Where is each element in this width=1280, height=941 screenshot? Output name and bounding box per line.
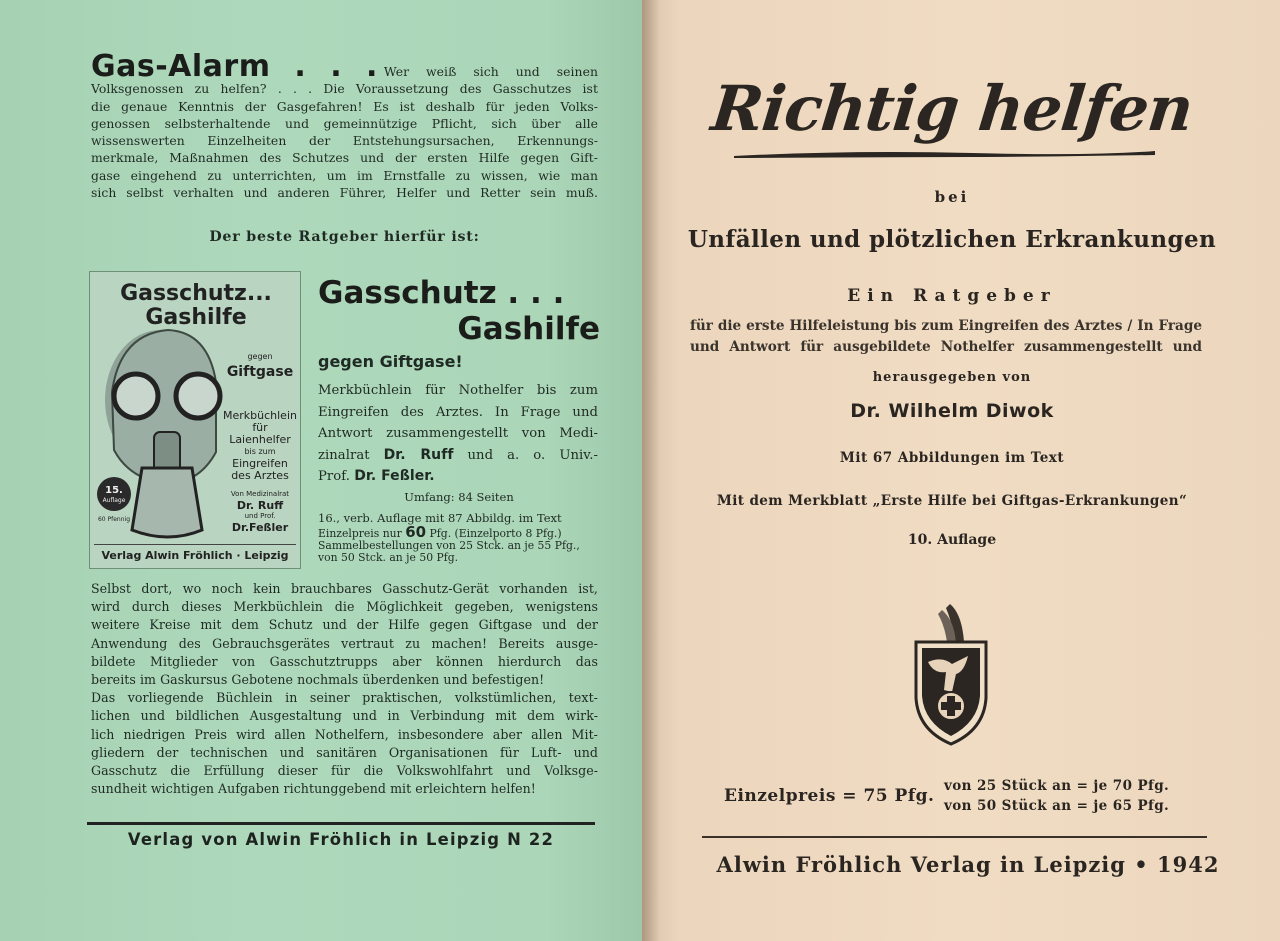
gasschutz-ad-subtitle: gegen Giftgase! [318,352,463,371]
spine-shadow [642,0,660,941]
ad-edition: 16., verb. Auflage mit 87 Abbildg. im Text [318,511,562,525]
ad-price-block [318,523,598,564]
intro-line: gase eingehend zu unterrichten, um im Ernstfalle zu wissen, wie man [91,167,598,183]
cover-und: und Prof. [244,512,276,520]
gas-alarm-heading: Gas-Alarm . . . [91,49,378,84]
intro-line: Volksgenossen zu helfen? . . . Die Voraussetzung des Gasschutzes ist [91,81,598,97]
cover-author-fessler: Dr.Feßler [231,521,289,534]
intro-line: sich selbst verhalten und anderen Führer, Helfer und Retter sein muß. [91,185,598,201]
description-line: für die erste Hilfeleistung bis zum Eingreifen des Arztes / In Frage [690,318,1202,334]
first-aid-shield-emblem-icon [912,602,990,747]
body-line: Selbst dort, wo noch kein brauchbares Gasschutz-Gerät vorhanden ist, [91,581,598,596]
divider [87,822,595,825]
ad-bulk-line: Sammelbestellungen von 25 Stck. an je 55 Pfg., [318,539,580,552]
gasschutz-ad-title [318,275,600,347]
ad-bulk-line: von 50 Stck. an je 50 Pfg. [318,551,459,564]
title-underline-swash [732,148,1157,159]
body-line: weitere Kreise mit dem Schutz und der Hilfe gegen Giftgase und der [91,617,598,633]
body-line: bildete Mitglieder von Gasschutztrupps aber können hierdurch das [91,653,598,669]
best-advisor-line: Der beste Ratgeber hierfür ist: [209,229,480,245]
cover-gegen: gegen [247,352,273,361]
title-description [690,316,1202,358]
subtitle: Unfällen und plötzlichen Erkrankungen [687,226,1217,253]
cover-merk-line: Merkbüchlein [223,409,297,422]
cover-edition-badge-label: Auflage [102,497,126,504]
cover-merk-line: des Arztes [231,469,289,482]
cover-title-line: Gashilfe [145,305,247,330]
body-line: Das vorliegende Büchlein in seiner praktischen, volkstümlichen, text- [91,690,598,706]
gas-alarm-paragraph [91,49,598,201]
main-title: Richtig helfen [708,72,1196,145]
ad-desc-line: zinalrat Dr. Ruff und a. o. Univ.- [318,446,598,463]
ad-desc-line: Prof. Dr. Feßler. [318,468,435,484]
description-line: und Antwort für ausgebildete Nothelfer zusammengestellt und [690,339,1202,355]
editor-prefix: herausgegeben von [872,370,1032,385]
cover-title [98,282,294,330]
body-line: gliedern der technischen und sanitären Organisationen für Luft- und [91,744,598,760]
right-page-title-page [642,0,1280,941]
cover-von: Von Medizinalrat [230,490,290,498]
cover-publisher: Verlag Alwin Fröhlich · Leipzig [94,544,296,562]
body-line: lich niedrigen Preis wird allen Nothelfern, insbesondere aber allen Mit- [91,726,598,742]
body-line: Anwendung des Gebrauchsgerätes vertraut zu machen! Bereits ausge- [91,635,598,651]
ad-title-line: Gashilfe [457,311,600,347]
cover-merk-line: Eingreifen [232,457,288,470]
body-line: bereits im Gaskursus Gebotene nochmals überdenken und befestigen! [91,672,545,688]
author-ruff: Dr. Ruff [383,446,454,463]
illustrations-note: Mit 67 Abbildungen im Text [839,450,1065,466]
ein-ratgeber-heading: Ein Ratgeber [847,286,1057,306]
body-paragraph [91,580,598,798]
leaflet-note: Mit dem Merkblatt „Erste Hilfe bei Giftgas-Erkrankungen“ [716,493,1188,509]
intro-line: genossen selbsterhaltende und gemeinnützige Pflicht, sich über alle [91,115,598,131]
ad-page-count: Umfang: 84 Seiten [404,490,514,504]
bulk-price-line: von 50 Stück an = je 65 Pfg. [944,798,1170,814]
divider [702,836,1207,838]
body-line: wird durch dieses Merkbüchlein die Möglichkeit gegeben, wenigstens [91,599,598,615]
ad-desc-line: Eingreifen des Arztes. In Frage und [318,404,598,420]
intro-line: Wer weiß sich und seinen [383,64,598,79]
ad-title-line: Gasschutz . . . [318,275,565,311]
intro-line: die genaue Kenntnis der Gasgefahren! Es ist deshalb für jeden Volks- [91,98,598,114]
bulk-price-list [944,776,1169,816]
cover-price: 60 Pfennig [97,516,131,523]
cover-author-ruff: Dr. Ruff [236,499,284,512]
cover-edition-badge: 15. [105,485,123,496]
bulk-price-line: von 25 Stück an = je 70 Pfg. [944,778,1170,794]
intro-line: wissenswerten Einzelheiten der Entstehungsursachen, Erkennungs- [91,133,598,149]
cover-merk-line: bis zum [244,447,276,456]
intro-line: merkmale, Maßnahmen des Schutzes und der ersten Hilfe gegen Gift- [91,150,598,166]
gasschutz-ad-description [318,380,598,488]
edition-note: 10. Auflage [907,532,997,548]
ad-desc-line: Merkbüchlein für Nothelfer bis zum [318,383,598,398]
author-name: Dr. Wilhelm Diwok [850,400,1054,422]
cover-merk-text [222,410,298,482]
bei-word: bei [934,188,970,206]
single-price: Einzelpreis = 75 Pfg. [724,786,935,806]
cover-merk-line: für Laienhelfer [229,421,291,446]
right-publisher-line: Alwin Fröhlich Verlag in Leipzig • 1942 [716,852,1220,877]
cover-giftgase: Giftgase [226,364,294,380]
body-line: sundheit wichtigen Aufgaben richtunggebend mit erleichtern helfen! [91,781,536,797]
body-line: Gasschutz die Erfüllung dieser für die Volkswohlfahrt und Volksge- [91,763,598,779]
body-line: lichen und bildlichen Ausgestaltung und in Verbindung mit dem wirk- [91,708,598,724]
ad-price-line: Einzelpreis nur 60 Pfg. (Einzelporto 8 Pfg.) [318,523,562,541]
ad-desc-line: Antwort zusammengestellt von Medi- [318,426,598,441]
left-publisher-line: Verlag von Alwin Fröhlich in Leipzig N 22 [127,830,555,849]
author-fessler: Dr. Feßler. [354,468,435,484]
cover-title-line: Gasschutz... [120,281,272,306]
ad-price-value: 60 [405,523,427,541]
gasschutz-booklet-cover-image [89,271,301,569]
